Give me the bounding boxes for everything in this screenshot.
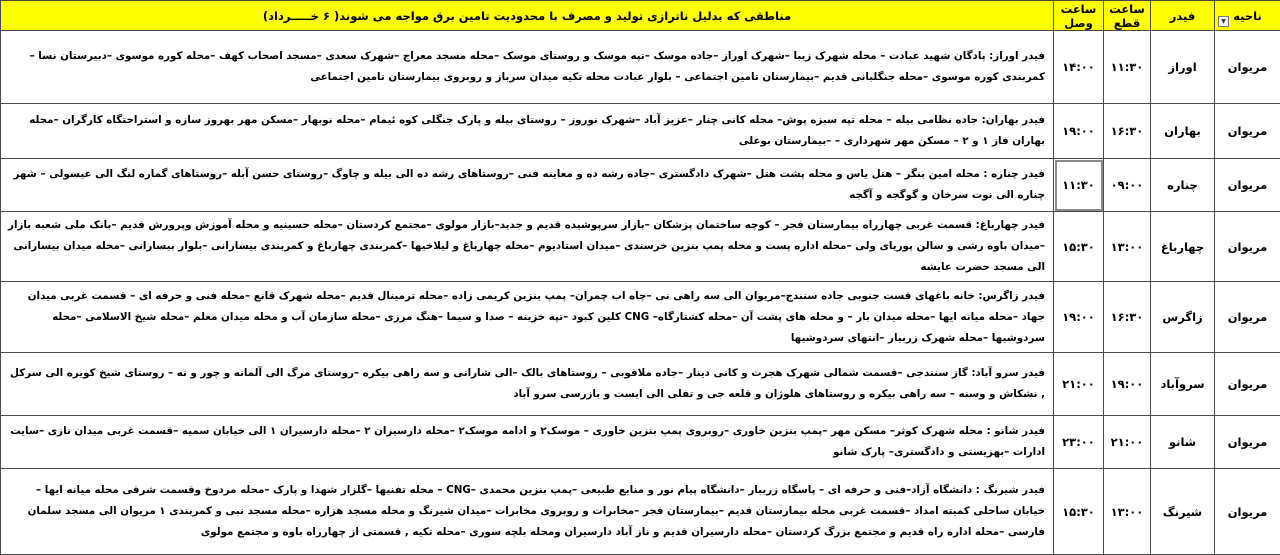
areas-cell: فیدر چهارباغ: قسمت غربی چهارراه بیمارستان فجر – کوچه ساختمان پزشکان –بازار سرپوشیده قدیم و جدید–بازار مولوی –مجتمع کردستان –محله حسینیه و محله آموزش وپرورش قدیم –بانک ملی شعبه بازار –میدان باوه رشی و سالن پوریای ولی –محله اداره پست و محله پمپ بنزین خرسندی –میدان استادیوم –محله چهارباغ و لیلاخیها –کمربندی چهارباغ و کمربندی بیسارانی –بلوار بیسارانی –محله میدان بیسارانی الی مسجد حضرت عایشه [1,212,1054,282]
header-row [1,1,1280,31]
table-row [1,353,1280,416]
filter-dropdown-icon[interactable]: ▼ [1218,16,1229,27]
areas-cell: فیدر سرو آباد: گاز سنندجی –قسمت شمالی شهرک هجرت و کانی دینار –جاده ملاقوبی – روستاهای بالک –الی شارانی و سه راهی بیکره –روستای مرگ الی آلمانه و چور و نه – روستای شیخ کویره الی سرکل , نشکاش و وسنه – سه راهی بیکره و روستاهای هلوژان و قلعه جی و تفلی الی ایست و بازرسی سرو آباد [1,353,1054,416]
feeder-cell: زاگرس [1151,282,1215,353]
table-row [1,31,1280,104]
header-feeder: فیدر [1151,1,1215,31]
table-row [1,104,1280,159]
header-region-label: ناحیه [1233,8,1262,23]
cut-time-cell: ۲۱:۰۰ [1104,416,1151,469]
region-cell: مریوان [1215,31,1280,104]
connect-time-cell: ۱۵:۳۰ [1054,469,1104,555]
connect-time-cell: ۱۵:۳۰ [1054,212,1104,282]
feeder-cell: سروآباد [1151,353,1215,416]
feeder-cell: چناره [1151,159,1215,212]
cut-time-cell: ۱۹:۰۰ [1104,353,1151,416]
region-cell: مریوان [1215,469,1280,555]
header-cut-time: ساعت قطع [1104,1,1151,31]
areas-cell: فیدر شانو : محله شهرک کوثر– مسکن مهر –پمپ بنزین خاوری –روبروی پمپ بنزین خاوری – موسک۲ و ادامه موسک۲ –محله دارسیران ۲ –محله دارسیران ۱ الی خیابان سمیه –قسمت غربی میدان نازی –سایت ادارات –بهزیستی و دادگستری– پارک شانو [1,416,1054,469]
header-areas: مناطقی که بدلیل ناترازی تولید و مصرف با محدودیت تامین برق مواجه می شوند( ۶ خـــــرداد) [1,1,1054,31]
table-row [1,416,1280,469]
region-cell: مریوان [1215,104,1280,159]
feeder-cell: اوراز [1151,31,1215,104]
areas-cell: فیدر شیرنگ : دانشگاه آزاد–فنی و حرفه ای – پاسگاه زریبار –دانشگاه پیام نور و منابع طبیعی –پمپ بنزین محمدی –CNG – محله تفنیها –گلزار شهدا و پارک –محله مردوخ وقسمت شرقی محله میانه ایها –خیابان ساحلی کمیته امداد –قسمت غربی محله بیمارستان قدیم –بیمارستان فجر –مخابرات و روبروی مخابرات –میدان شیرنگ و محله مسجد هزاره –محله مسجد نبی و کمربندی ۱ مریوان الی مسجد سلمان فارسی –محله اداره راه قدیم و مجتمع بزرگ کردستان –محله دارسیران قدیم و ناز آباد دارسیران ومحله بلچه سوری –محله تکیه , قسمتی از چهارراه باوه و مجتمع مولوی [1,469,1054,555]
region-cell: مریوان [1215,212,1280,282]
areas-cell: فیدر زاگرس: خانه باغهای قست جنوبی جاده سنندج–مریوان الی سه راهی نی –چاه اب چمران– پمپ بنزین کریمی زاده –محله ترمینال قدیم –محله شهرک قانع –محله فنی و حرفه ای – قسمت غربی میدان جهاد –محله میانه ایها –محله میدان بار – و محله های پشت آن –محله کشتارگاه– CNG کلین کبود –تپه خزینه – صدا و سیما –هنگ مرزی –محله سازمان آب و محله میدان معلم –محله شیخ الاسلامی –محله سردوشیها –محله شهرک زربیار –انتهای سردوشیها [1,282,1054,353]
areas-cell: فیدر بهاران: جاده نظامی بیله – محله تپه سبزه پوش– محله کانی چنار –عزیز آباد –شهرک نوروز – روستای بیله و پارک جنگلی کوه ئیمام –محله نوبهار –مسکن مهر بهروز سازه و استراحتگاه کارگران –محله بهاران فاز ۱ و ۲ – مسکن مهر شهرداری – –بیمارستان بوعلی [1,104,1054,159]
table-row [1,212,1280,282]
connect-time-cell: ۱۴:۰۰ [1054,31,1104,104]
areas-cell: فیدر اوراز: پادگان شهید عبادت – محله شهرک زیبا –شهرک اوراز –جاده موسک –تپه موسک و روستای موسک –محله مسجد معراج –شهرک سعدی –مسجد اصحاب کهف –محله کوره موسوی –دبیرستان نسا –کمربندی کوره موسوی –محله جنگلبانی قدیم –بیمارستان تامین اجتماعی – بلوار عبادت محله تکیه میدان سرباز و روبروی بیمارستان تامین اجتماعی [1,31,1054,104]
connect-time-cell: ۱۹:۰۰ [1054,104,1104,159]
cut-time-cell: ۰۹:۰۰ [1104,159,1151,212]
cut-time-cell: ۱۱:۳۰ [1104,31,1151,104]
areas-cell: فیدر چناره : محله امین بنگر – هتل یاس و محله پشت هتل –شهرک دادگستری –جاده رشه ده و معاینه فنی –روستاهای رشه ده الی بیله و چاوگ –روستای حسن آبله –روستاهای گماره لنگ الی عیسولی – شهر چناره الی نوت سرخان و گوگجه و آگجه [1,159,1054,212]
table-row [1,159,1280,212]
cut-time-cell: ۱۳:۰۰ [1104,469,1151,555]
header-connect-time: ساعت وصل [1054,1,1104,31]
table-row [1,282,1280,353]
feeder-cell: چهارباغ [1151,212,1215,282]
connect-time-cell: ۱۹:۰۰ [1054,282,1104,353]
feeder-cell: شیرنگ [1151,469,1215,555]
connect-time-cell: ۲۱:۰۰ [1054,353,1104,416]
connect-time-cell[interactable]: ۱۱:۳۰ [1054,159,1104,212]
region-cell: مریوان [1215,416,1280,469]
feeder-cell: بهاران [1151,104,1215,159]
table-row [1,469,1280,555]
region-cell: مریوان [1215,159,1280,212]
header-region[interactable] [1215,1,1280,31]
cut-time-cell: ۱۶:۳۰ [1104,282,1151,353]
connect-time-cell: ۲۳:۰۰ [1054,416,1104,469]
region-cell: مریوان [1215,282,1280,353]
cut-time-cell: ۱۳:۰۰ [1104,212,1151,282]
feeder-cell: شانو [1151,416,1215,469]
cut-time-cell: ۱۶:۳۰ [1104,104,1151,159]
region-cell: مریوان [1215,353,1280,416]
